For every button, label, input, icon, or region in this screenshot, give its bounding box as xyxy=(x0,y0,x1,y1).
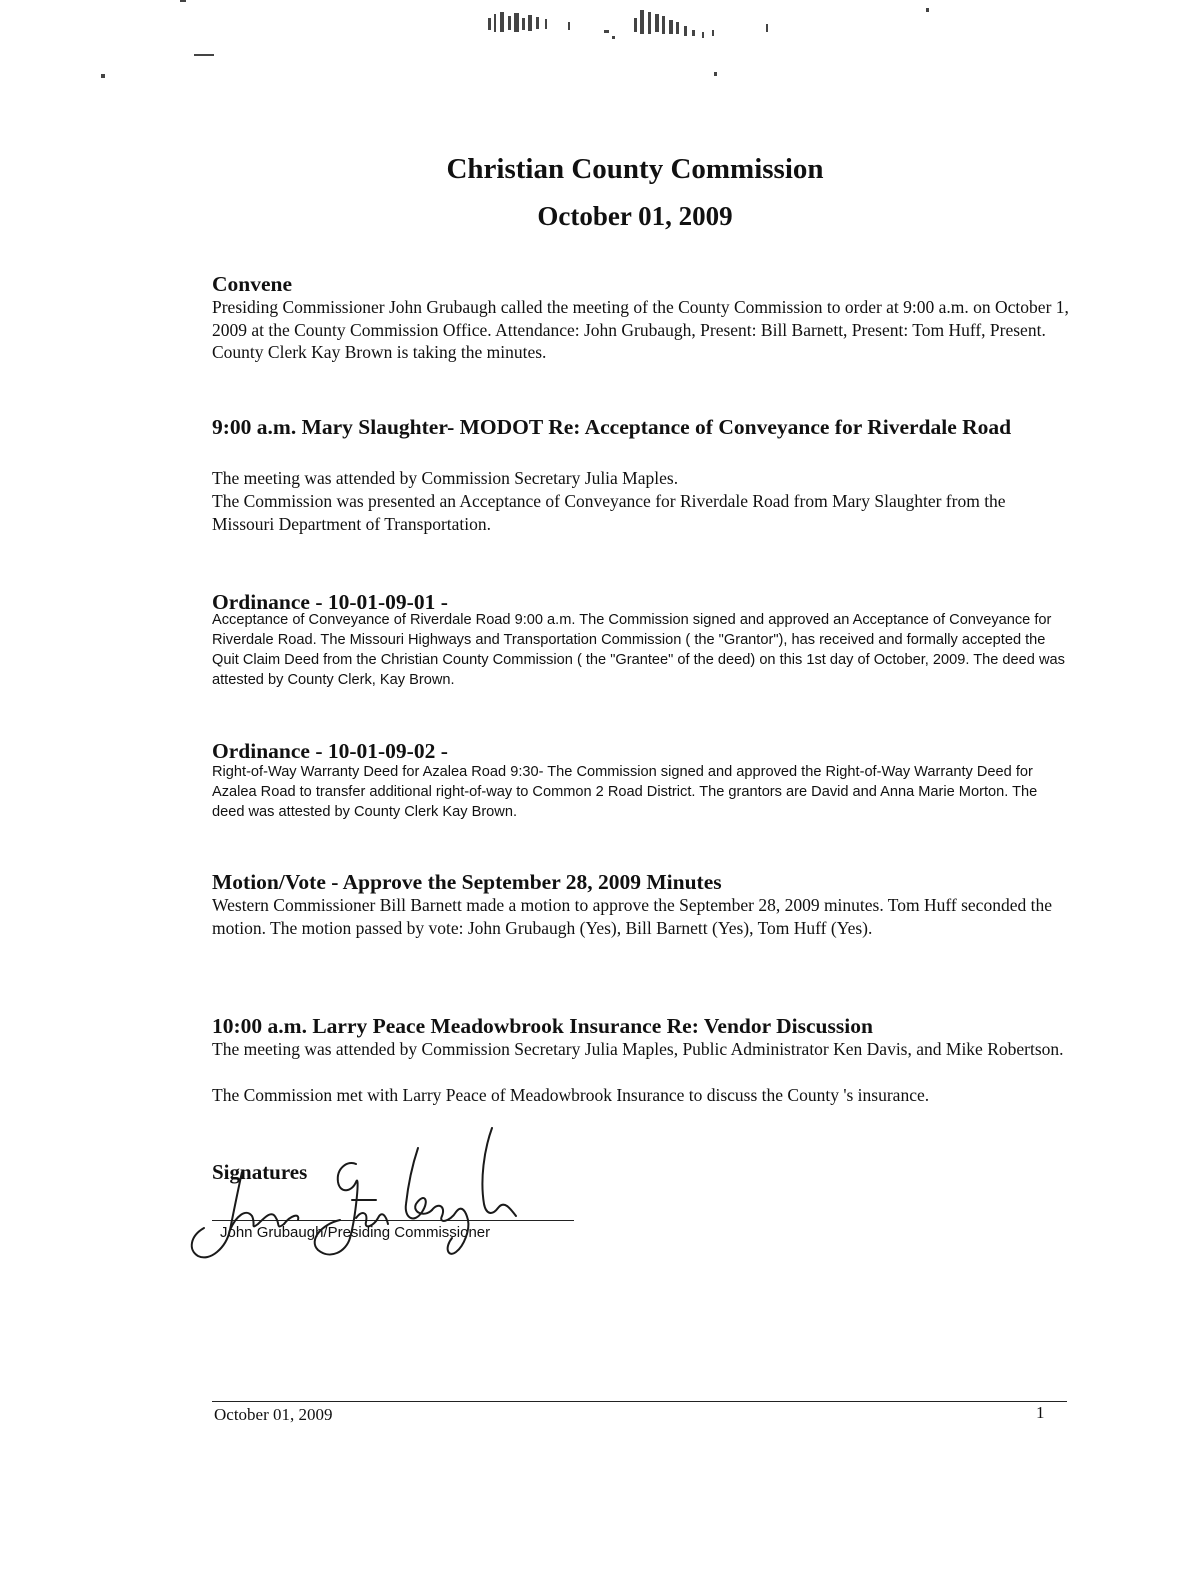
section-body-larry-peace-line-1: The meeting was attended by Commission Secretary Julia Maples, Public Administrator Ken Davis, and Mike Robertson. xyxy=(212,1039,1064,1059)
handwritten-signature xyxy=(180,1120,560,1270)
signatures-label: Signatures xyxy=(212,1160,308,1184)
section-body-larry-peace-line-2: The Commission met with Larry Peace of Meadowbrook Insurance to discuss the County 's insurance. xyxy=(212,1085,930,1105)
footer-date: October 01, 2009 xyxy=(214,1405,333,1424)
section-body-ordinance-02: Right-of-Way Warranty Deed for Azalea Road 9:30- The Commission signed and approved the Right-of-Way Warranty Deed for Azalea Road to transfer additional right-of-way to Common 2 Road District. The grantors are David and Anna Marie Morton. The deed was attested by County Clerk Kay Brown. xyxy=(212,764,1038,820)
signature-caption: John Grubaugh/Presiding Commissioner xyxy=(220,1224,491,1241)
section-body-ordinance-01: Acceptance of Conveyance of Riverdale Road 9:00 a.m. The Commission signed and approved an Acceptance of Conveyance for Riverdale Road. The Missouri Highways and Transportation Commission ( the "Grantor"), has received and formally accepted the Quit Claim Deed from the Christian County Commission ( the "Grantee" of the deed) on this 1st day of October, 2009. The deed was attested by County Clerk, Kay Brown. xyxy=(212,612,1065,688)
section-heading-ordinance-02: Ordinance - 10-01-09-02 - xyxy=(212,739,448,763)
section-body-mary-slaughter-line-2: The Commission was presented an Acceptance of Conveyance for Riverdale Road from Mary Slaughter from the Missouri Department of Transportation. xyxy=(212,491,1006,534)
section-heading-mary-slaughter: 9:00 a.m. Mary Slaughter- MODOT Re: Acceptance of Conveyance for Riverdale Road xyxy=(212,415,1012,439)
footer-rule xyxy=(212,1401,1067,1402)
document-date: October 01, 2009 xyxy=(537,201,733,231)
document-title: Christian County Commission xyxy=(446,153,824,185)
section-body-motion-vote: Western Commissioner Bill Barnett made a motion to approve the September 28, 2009 minutes. Tom Huff seconded the motion. The motion passed by vote: John Grubaugh (Yes), Bill Barnett (Yes), Tom Huff (Yes). xyxy=(212,895,1052,938)
page-number: 1 xyxy=(1036,1403,1045,1422)
section-heading-larry-peace: 10:00 a.m. Larry Peace Meadowbrook Insurance Re: Vendor Discussion xyxy=(212,1014,873,1038)
section-body-mary-slaughter-line-1: The meeting was attended by Commission Secretary Julia Maples. xyxy=(212,468,679,488)
scan-noise-top xyxy=(0,0,1200,90)
section-heading-motion-vote: Motion/Vote - Approve the September 28, 2009 Minutes xyxy=(212,870,722,894)
section-body-convene: Presiding Commissioner John Grubaugh called the meeting of the County Commission to order at 9:00 a.m. on October 1, 2009 at the County Commission Office. Attendance: John Grubaugh, Present: Bill Barnett, Present: Tom Huff, Present. County Clerk Kay Brown is taking the minutes. xyxy=(212,297,1069,362)
section-heading-ordinance-01: Ordinance - 10-01-09-01 - xyxy=(212,590,448,614)
section-heading-convene: Convene xyxy=(212,272,293,296)
